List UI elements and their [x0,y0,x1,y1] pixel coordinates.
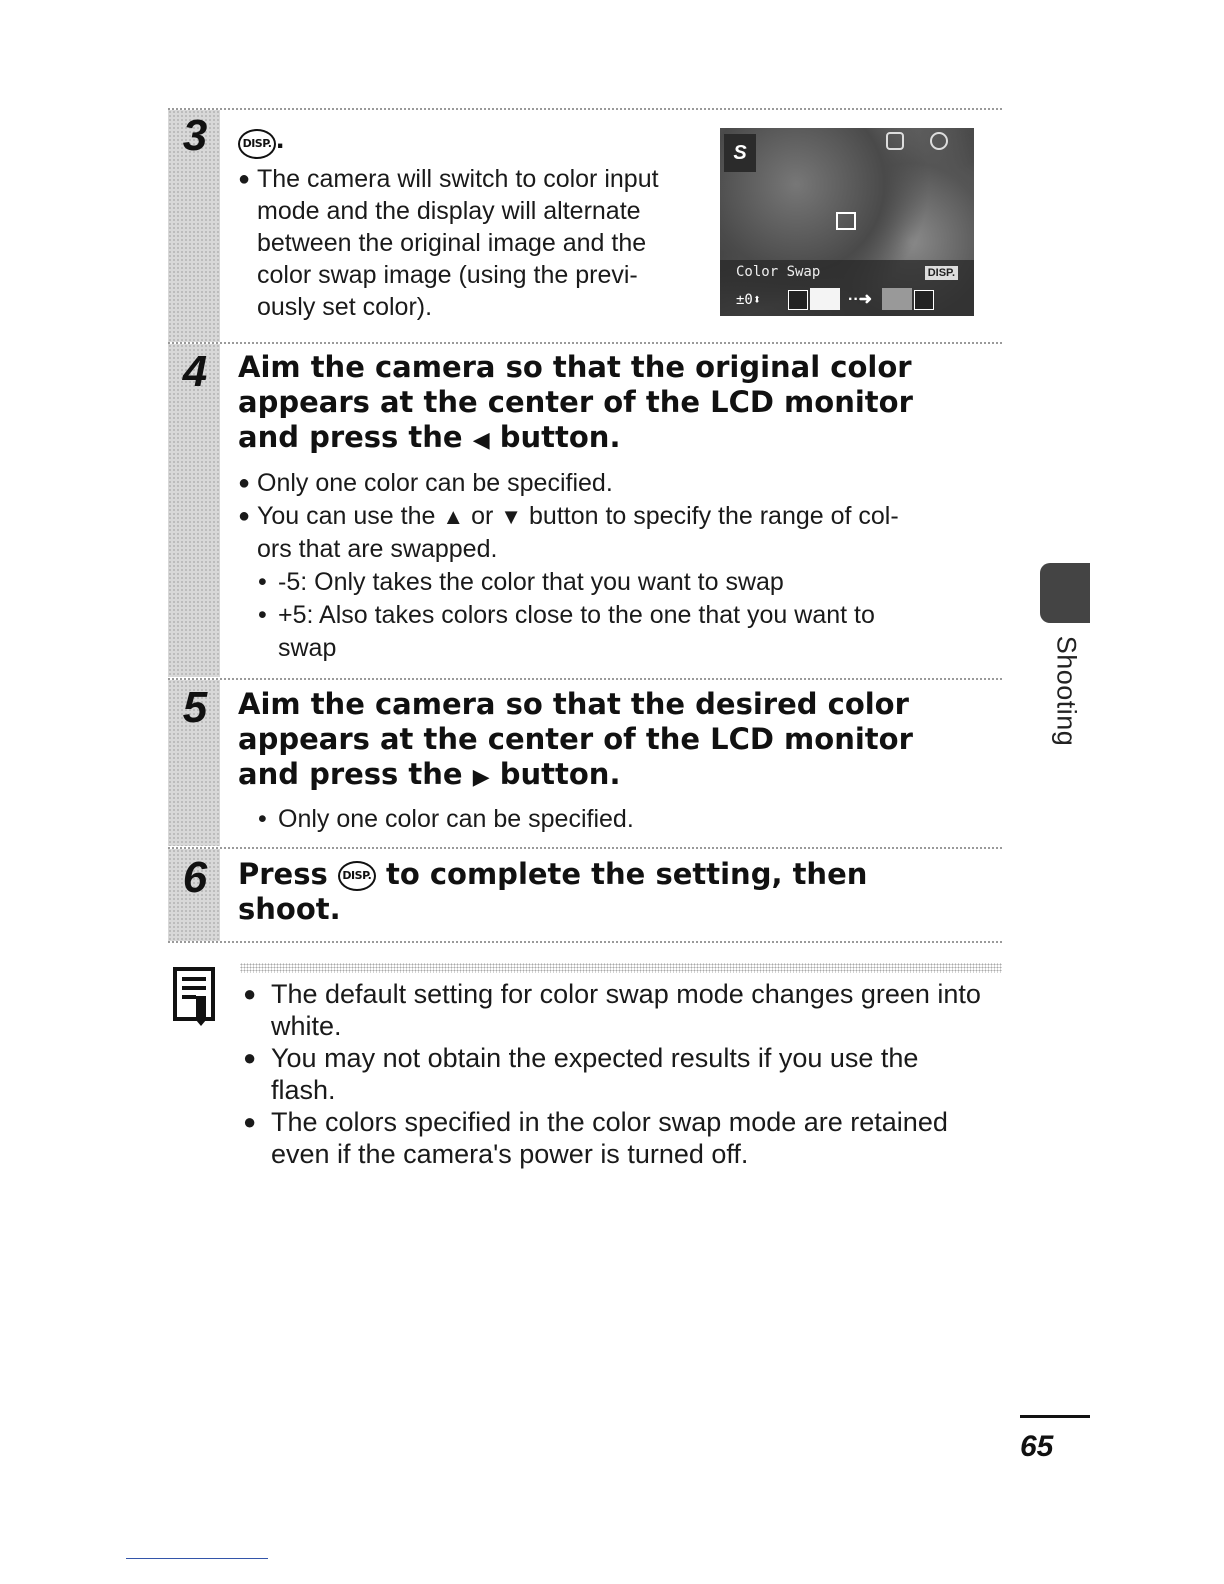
step-6-heading: Press DISP. to complete the setting, then shoot. [238,857,978,927]
divider-step-6 [168,847,1002,849]
note-icon [172,966,218,1026]
step-5-heading-line-2: appears at the center of the LCD monitor [238,722,913,756]
step-4-sub-1: • -5: Only takes the color that you want to swap [258,566,1008,599]
step-4-sub-2: • +5: Also takes colors close to the one that you want to swap [258,599,1008,665]
up-button-icon: ▲ [442,504,465,529]
note-header-bar [240,963,1002,973]
original-color-swatch [810,288,840,310]
right-arrow-icon [914,290,934,310]
frame-icon [886,132,904,150]
step-3-line-2: mode and the display will alternate [257,197,641,225]
step-5-heading-line-1: Aim the camera so that the desired color [238,687,909,721]
left-button-icon: ◀ [472,428,490,453]
right-button-icon: ▶ [472,765,490,790]
notes [243,978,1003,1170]
step-4-number: 4 [182,347,208,396]
step-3-line-4: color swap image (using the previ- [257,261,638,289]
divider-step-4 [168,342,1002,344]
step-5-sub-1: • Only one color can be specified. [258,803,1008,835]
note-1: ● The default setting for color swap mode changes green into white. [243,978,1003,1042]
step-5-text [238,803,1008,835]
step-4-heading [238,350,978,458]
center-frame [836,212,856,230]
bottom-rule [126,1558,268,1559]
step-4-text [238,467,1008,665]
step-4-bullet-1: ● Only one color can be specified. [238,467,1008,500]
section-tab-label: Shooting [1051,635,1082,747]
lcd-disp-badge: DISP. [925,266,958,280]
step-3-line-3: between the original image and the [257,229,647,257]
step-4-heading-line-1: Aim the camera so that the original color [238,350,912,384]
left-arrow-icon [788,290,808,310]
lcd-label: Color Swap [736,264,821,280]
divider-top [168,108,1002,110]
step-5-number: 5 [182,683,208,732]
step-3-text [238,163,708,323]
page-number-rule [1020,1415,1090,1418]
page-number: 65 [1020,1430,1054,1463]
desired-color-swatch [882,288,912,310]
down-button-icon: ▼ [500,504,523,529]
step-3-number: 3 [182,111,208,160]
swap-arrow-icon: ··➜ [848,291,873,308]
step-6-number: 6 [182,853,208,902]
step-5-heading-line-3: and press the ▶ button. [238,757,978,795]
disp-button-icon [238,129,276,159]
divider-step-5 [168,678,1002,680]
lcd-screenshot [720,128,974,316]
step-3-bullet [238,163,708,323]
step-3-line-5: ously set color). [257,293,433,321]
step-3-heading [238,122,284,159]
step-4-bullet-2: ● You can use the ▲ or ▼ button to specify the range of col- ors that are swapped. [238,500,1008,566]
note-2: ● You may not obtain the expected results if you use the flash. [243,1042,1003,1106]
step-5-heading [238,687,978,795]
step-4-heading-line-2: appears at the center of the LCD monitor [238,385,913,419]
scene-mode-icon: S [724,134,756,172]
lcd-level: ±0⬍ [736,292,762,308]
divider-bottom [168,941,1002,943]
section-tab-marker [1040,563,1090,623]
step-3-heading-period: . [276,122,285,155]
note-3: ● The colors specified in the color swap mode are retained even if the camera's power is turned off. [243,1106,1003,1170]
disp-button-icon [338,861,376,891]
camera-mode-icon [930,132,948,150]
step-4-heading-line-3: and press the ◀ button. [238,420,978,458]
step-3-line-1: ● The camera will switch to color input [257,165,659,193]
